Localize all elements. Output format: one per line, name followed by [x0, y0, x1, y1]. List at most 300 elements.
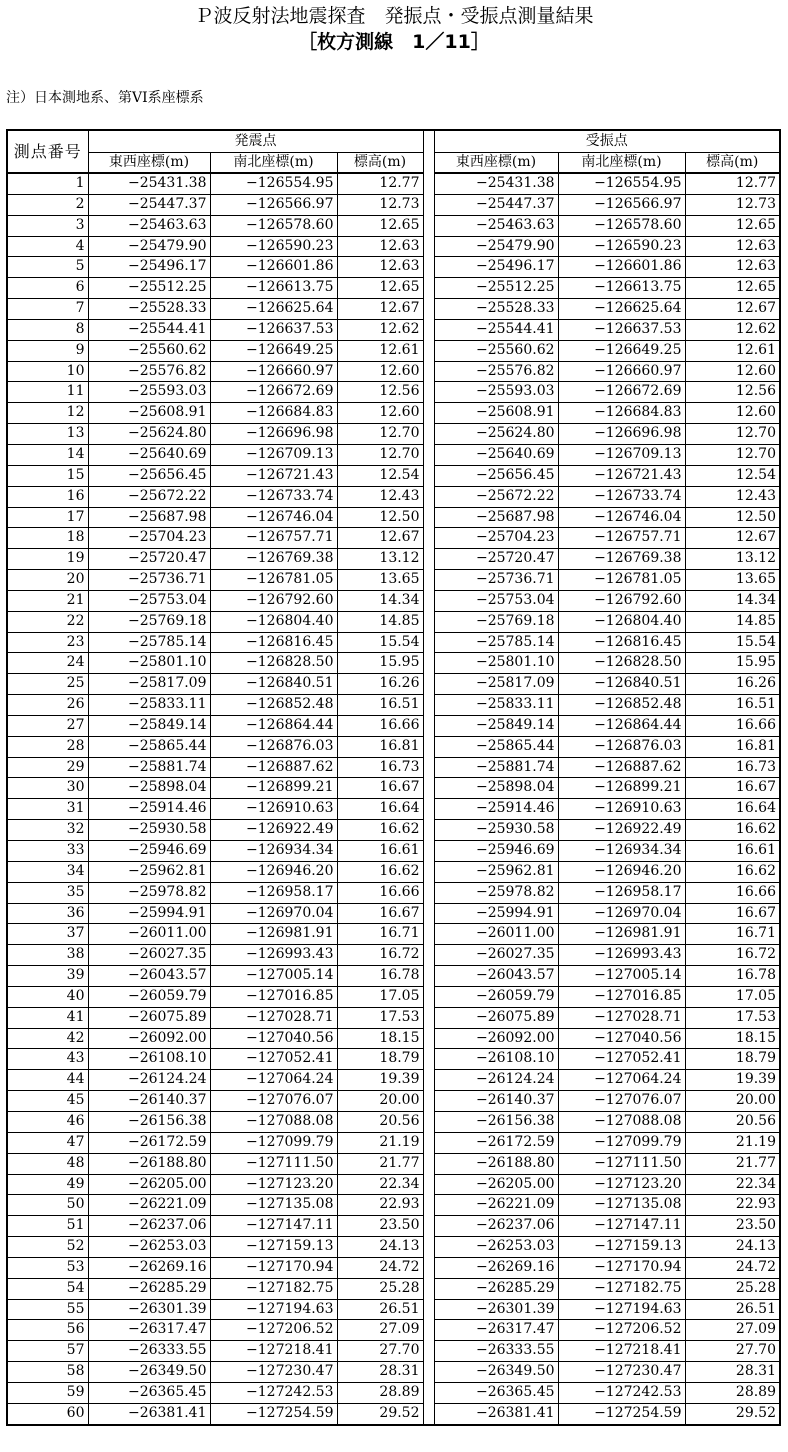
receiver-east-cell: −26333.55 [434, 1341, 558, 1362]
receiver-elevation-cell: 12.50 [685, 507, 780, 528]
table-row [7, 257, 780, 278]
column-divider [423, 861, 434, 882]
shot-east-cell: −25512.25 [88, 278, 210, 299]
receiver-elevation-cell: 12.43 [685, 486, 780, 507]
shot-north-cell: −127206.52 [210, 1320, 337, 1341]
receiver-elevation-cell: 16.78 [685, 966, 780, 987]
column-divider [423, 570, 434, 591]
receiver-elevation-cell: 22.34 [685, 1174, 780, 1195]
shot-elevation-cell: 12.65 [337, 278, 423, 299]
shot-elevation-cell: 17.05 [337, 986, 423, 1007]
receiver-north-cell: −126804.40 [558, 611, 685, 632]
receiver-elevation-cell: 19.39 [685, 1070, 780, 1091]
receiver-north-cell: −126590.23 [558, 236, 685, 257]
receiver-east-cell: −26349.50 [434, 1362, 558, 1383]
station-number-cell: 28 [7, 736, 88, 757]
shot-east-cell: −26365.45 [88, 1382, 210, 1403]
shot-north-cell: −127111.50 [210, 1153, 337, 1174]
receiver-elevation-cell: 12.67 [685, 299, 780, 320]
table-row [7, 528, 780, 549]
receiver-east-cell: −26108.10 [434, 1049, 558, 1070]
station-number-cell: 29 [7, 757, 88, 778]
column-divider [423, 1007, 434, 1028]
receiver-north-cell: −127099.79 [558, 1132, 685, 1153]
column-divider [423, 1153, 434, 1174]
table-row [7, 695, 780, 716]
shot-east-cell: −26317.47 [88, 1320, 210, 1341]
receiver-east-cell: −26381.41 [434, 1403, 558, 1424]
receiver-east-cell: −25656.45 [434, 465, 558, 486]
shot-north-cell: −126660.97 [210, 361, 337, 382]
receiver-east-cell: −25817.09 [434, 674, 558, 695]
station-number-cell: 17 [7, 507, 88, 528]
shot-north-cell: −126792.60 [210, 590, 337, 611]
receiver-east-cell: −25528.33 [434, 299, 558, 320]
receiver-elevation-cell: 12.63 [685, 257, 780, 278]
shot-north-cell: −126721.43 [210, 465, 337, 486]
table-row [7, 736, 780, 757]
station-number-cell: 55 [7, 1299, 88, 1320]
station-number-cell: 13 [7, 424, 88, 445]
shot-east-cell: −26285.29 [88, 1278, 210, 1299]
table-row [7, 674, 780, 695]
table-row [7, 1257, 780, 1278]
receiver-elevation-cell: 13.12 [685, 549, 780, 570]
column-divider [423, 424, 434, 445]
table-row [7, 1403, 780, 1424]
station-number-cell: 6 [7, 278, 88, 299]
shot-east-cell: −25865.44 [88, 736, 210, 757]
column-divider [423, 736, 434, 757]
table-row [7, 1341, 780, 1362]
receiver-elevation-cell: 12.62 [685, 319, 780, 340]
receiver-north-cell: −127170.94 [558, 1257, 685, 1278]
station-number-cell: 2 [7, 194, 88, 215]
column-divider [423, 674, 434, 695]
shot-elevation-cell: 12.61 [337, 340, 423, 361]
column-divider [423, 653, 434, 674]
receiver-north-header: 南北座標(m) [558, 153, 685, 174]
table-row [7, 1299, 780, 1320]
receiver-east-cell: −25962.81 [434, 861, 558, 882]
receiver-east-cell: −25576.82 [434, 361, 558, 382]
table-row [7, 340, 780, 361]
shot-elevation-cell: 13.12 [337, 549, 423, 570]
station-number-cell: 15 [7, 465, 88, 486]
column-divider [423, 1195, 434, 1216]
receiver-elevation-cell: 20.00 [685, 1091, 780, 1112]
station-number-cell: 9 [7, 340, 88, 361]
shot-east-cell: −26075.89 [88, 1007, 210, 1028]
receiver-elevation-cell: 16.61 [685, 841, 780, 862]
receiver-elevation-cell: 21.77 [685, 1153, 780, 1174]
table-row [7, 1070, 780, 1091]
receiver-elevation-cell: 16.67 [685, 778, 780, 799]
shot-point-header: 発震点 [88, 130, 423, 153]
receiver-north-cell: −126970.04 [558, 903, 685, 924]
column-divider [423, 1070, 434, 1091]
table-row [7, 611, 780, 632]
station-number-cell: 1 [7, 173, 88, 194]
station-number-cell: 49 [7, 1174, 88, 1195]
column-divider [423, 945, 434, 966]
receiver-east-cell: −25914.46 [434, 799, 558, 820]
shot-north-cell: −127147.11 [210, 1216, 337, 1237]
shot-elevation-cell: 12.60 [337, 361, 423, 382]
table-row [7, 549, 780, 570]
shot-east-cell: −25833.11 [88, 695, 210, 716]
table-row [7, 236, 780, 257]
receiver-east-header: 東西座標(m) [434, 153, 558, 174]
receiver-elevation-cell: 17.05 [685, 986, 780, 1007]
shot-elevation-cell: 22.93 [337, 1195, 423, 1216]
column-divider [423, 1111, 434, 1132]
receiver-elevation-cell: 20.56 [685, 1111, 780, 1132]
shot-north-cell: −126696.98 [210, 424, 337, 445]
shot-east-cell: −25463.63 [88, 215, 210, 236]
table-row [7, 861, 780, 882]
column-divider [423, 1403, 434, 1424]
shot-east-cell: −26027.35 [88, 945, 210, 966]
receiver-north-cell: −126934.34 [558, 841, 685, 862]
receiver-elevation-cell: 17.53 [685, 1007, 780, 1028]
receiver-north-cell: −126578.60 [558, 215, 685, 236]
page-subtitle: ［枚方測線 1／11］ [298, 31, 490, 53]
shot-elevation-cell: 12.65 [337, 215, 423, 236]
shot-north-cell: −127230.47 [210, 1362, 337, 1383]
station-number-cell: 8 [7, 319, 88, 340]
station-number-cell: 60 [7, 1403, 88, 1424]
shot-north-cell: −127005.14 [210, 966, 337, 987]
station-number-cell: 34 [7, 861, 88, 882]
shot-east-cell: −25801.10 [88, 653, 210, 674]
receiver-east-cell: −26285.29 [434, 1278, 558, 1299]
receiver-north-cell: −126840.51 [558, 674, 685, 695]
receiver-north-cell: −127254.59 [558, 1403, 685, 1424]
shot-east-cell: −25962.81 [88, 861, 210, 882]
receiver-north-cell: −126649.25 [558, 340, 685, 361]
station-number-cell: 26 [7, 695, 88, 716]
station-number-cell: 41 [7, 1007, 88, 1028]
column-divider [423, 299, 434, 320]
shot-north-cell: −127135.08 [210, 1195, 337, 1216]
column-divider [423, 1362, 434, 1383]
shot-east-cell: −25914.46 [88, 799, 210, 820]
receiver-east-cell: −26156.38 [434, 1111, 558, 1132]
receiver-north-cell: −126792.60 [558, 590, 685, 611]
receiver-elevation-cell: 28.89 [685, 1382, 780, 1403]
receiver-east-cell: −25930.58 [434, 820, 558, 841]
table-row [7, 820, 780, 841]
station-number-cell: 40 [7, 986, 88, 1007]
shot-elevation-cell: 20.00 [337, 1091, 423, 1112]
receiver-north-cell: −126660.97 [558, 361, 685, 382]
shot-north-cell: −127170.94 [210, 1257, 337, 1278]
table-row [7, 215, 780, 236]
column-divider [423, 1028, 434, 1049]
table-row [7, 403, 780, 424]
shot-east-cell: −25528.33 [88, 299, 210, 320]
column-divider [423, 465, 434, 486]
receiver-east-cell: −25881.74 [434, 757, 558, 778]
shot-east-cell: −25608.91 [88, 403, 210, 424]
receiver-east-cell: −25753.04 [434, 590, 558, 611]
column-divider [423, 632, 434, 653]
receiver-east-cell: −26172.59 [434, 1132, 558, 1153]
station-number-header: 測点番号 [7, 130, 88, 173]
receiver-east-cell: −26365.45 [434, 1382, 558, 1403]
shot-east-cell: −26253.03 [88, 1237, 210, 1258]
station-number-cell: 50 [7, 1195, 88, 1216]
shot-east-cell: −25479.90 [88, 236, 210, 257]
receiver-north-cell: −127064.24 [558, 1070, 685, 1091]
shot-elevation-cell: 16.73 [337, 757, 423, 778]
shot-east-cell: −25785.14 [88, 632, 210, 653]
shot-north-cell: −126684.83 [210, 403, 337, 424]
receiver-east-cell: −25946.69 [434, 841, 558, 862]
column-divider [423, 257, 434, 278]
shot-elevation-cell: 19.39 [337, 1070, 423, 1091]
shot-east-cell: −25849.14 [88, 715, 210, 736]
receiver-north-cell: −126613.75 [558, 278, 685, 299]
shot-east-cell: −25640.69 [88, 444, 210, 465]
receiver-north-cell: −126981.91 [558, 924, 685, 945]
receiver-elevation-cell: 12.65 [685, 278, 780, 299]
shot-elevation-cell: 22.34 [337, 1174, 423, 1195]
station-number-cell: 57 [7, 1341, 88, 1362]
receiver-north-cell: −126958.17 [558, 882, 685, 903]
receiver-east-cell: −25687.98 [434, 507, 558, 528]
table-row [7, 1237, 780, 1258]
shot-elevation-cell: 16.81 [337, 736, 423, 757]
shot-elevation-cell: 14.85 [337, 611, 423, 632]
column-divider [423, 361, 434, 382]
column-divider [423, 820, 434, 841]
shot-north-cell: −126804.40 [210, 611, 337, 632]
table-row [7, 1028, 780, 1049]
column-divider [423, 194, 434, 215]
station-number-cell: 11 [7, 382, 88, 403]
receiver-east-cell: −26011.00 [434, 924, 558, 945]
receiver-elevation-cell: 21.19 [685, 1132, 780, 1153]
shot-north-cell: −127028.71 [210, 1007, 337, 1028]
shot-north-cell: −126554.95 [210, 173, 337, 194]
receiver-north-cell: −126887.62 [558, 757, 685, 778]
shot-east-cell: −25817.09 [88, 674, 210, 695]
receiver-east-cell: −26075.89 [434, 1007, 558, 1028]
shot-north-cell: −126852.48 [210, 695, 337, 716]
column-divider [423, 611, 434, 632]
shot-elevation-cell: 16.61 [337, 841, 423, 862]
shot-elevation-cell: 16.51 [337, 695, 423, 716]
table-row [7, 319, 780, 340]
column-divider [423, 1299, 434, 1320]
receiver-north-cell: −126769.38 [558, 549, 685, 570]
receiver-elevation-cell: 15.54 [685, 632, 780, 653]
shot-east-cell: −25560.62 [88, 340, 210, 361]
receiver-north-cell: −126672.69 [558, 382, 685, 403]
station-number-cell: 51 [7, 1216, 88, 1237]
receiver-elevation-cell: 16.51 [685, 695, 780, 716]
shot-elevation-cell: 18.15 [337, 1028, 423, 1049]
table-row [7, 882, 780, 903]
shot-east-cell: −26221.09 [88, 1195, 210, 1216]
table-row [7, 1111, 780, 1132]
receiver-east-cell: −26124.24 [434, 1070, 558, 1091]
shot-elevation-cell: 16.62 [337, 861, 423, 882]
station-number-cell: 43 [7, 1049, 88, 1070]
shot-elevation-cell: 12.73 [337, 194, 423, 215]
shot-elevation-cell: 14.34 [337, 590, 423, 611]
receiver-north-cell: −126946.20 [558, 861, 685, 882]
receiver-elevation-cell: 12.67 [685, 528, 780, 549]
shot-elevation-cell: 27.09 [337, 1320, 423, 1341]
column-divider [423, 403, 434, 424]
column-divider [423, 173, 434, 194]
receiver-east-cell: −25994.91 [434, 903, 558, 924]
shot-north-cell: −126876.03 [210, 736, 337, 757]
receiver-north-cell: −126746.04 [558, 507, 685, 528]
shot-north-cell: −126946.20 [210, 861, 337, 882]
station-number-cell: 20 [7, 570, 88, 591]
receiver-east-cell: −26301.39 [434, 1299, 558, 1320]
receiver-north-cell: −126757.71 [558, 528, 685, 549]
table-row [7, 382, 780, 403]
receiver-elevation-cell: 16.72 [685, 945, 780, 966]
column-divider [423, 215, 434, 236]
receiver-elevation-cell: 18.15 [685, 1028, 780, 1049]
receiver-east-cell: −25640.69 [434, 444, 558, 465]
shot-north-cell: −126590.23 [210, 236, 337, 257]
station-number-cell: 3 [7, 215, 88, 236]
table-row [7, 1362, 780, 1383]
column-divider [423, 841, 434, 862]
receiver-east-cell: −25593.03 [434, 382, 558, 403]
table-row [7, 1278, 780, 1299]
table-row [7, 173, 780, 194]
receiver-elevation-cell: 27.09 [685, 1320, 780, 1341]
column-divider [423, 486, 434, 507]
shot-east-cell: −26124.24 [88, 1070, 210, 1091]
shot-north-cell: −127088.08 [210, 1111, 337, 1132]
receiver-north-cell: −126852.48 [558, 695, 685, 716]
table-row [7, 570, 780, 591]
receiver-east-cell: −26092.00 [434, 1028, 558, 1049]
table-row [7, 924, 780, 945]
receiver-east-cell: −25736.71 [434, 570, 558, 591]
shot-east-cell: −26140.37 [88, 1091, 210, 1112]
column-divider [423, 549, 434, 570]
station-number-cell: 59 [7, 1382, 88, 1403]
receiver-east-cell: −26253.03 [434, 1237, 558, 1258]
station-number-cell: 58 [7, 1362, 88, 1383]
shot-east-cell: −26349.50 [88, 1362, 210, 1383]
shot-north-cell: −127064.24 [210, 1070, 337, 1091]
shot-east-cell: −26237.06 [88, 1216, 210, 1237]
shot-east-cell: −25978.82 [88, 882, 210, 903]
column-divider [423, 715, 434, 736]
station-number-cell: 14 [7, 444, 88, 465]
shot-north-cell: −127016.85 [210, 986, 337, 1007]
shot-east-cell: −25624.80 [88, 424, 210, 445]
receiver-north-cell: −126899.21 [558, 778, 685, 799]
receiver-elevation-cell: 12.63 [685, 236, 780, 257]
column-divider [423, 1174, 434, 1195]
station-number-cell: 56 [7, 1320, 88, 1341]
shot-elevation-cell: 16.78 [337, 966, 423, 987]
table-row [7, 799, 780, 820]
shot-east-cell: −25496.17 [88, 257, 210, 278]
receiver-elevation-cell: 23.50 [685, 1216, 780, 1237]
shot-north-cell: −127254.59 [210, 1403, 337, 1424]
receiver-north-cell: −127076.07 [558, 1091, 685, 1112]
receiver-north-cell: −126733.74 [558, 486, 685, 507]
receiver-east-cell: −26043.57 [434, 966, 558, 987]
receiver-east-cell: −25624.80 [434, 424, 558, 445]
table-row [7, 1132, 780, 1153]
receiver-east-cell: −26140.37 [434, 1091, 558, 1112]
shot-east-cell: −26059.79 [88, 986, 210, 1007]
table-row [7, 841, 780, 862]
receiver-elevation-cell: 27.70 [685, 1341, 780, 1362]
receiver-east-cell: −25785.14 [434, 632, 558, 653]
shot-north-cell: −126910.63 [210, 799, 337, 820]
column-divider [423, 757, 434, 778]
table-row [7, 966, 780, 987]
shot-elevation-cell: 28.31 [337, 1362, 423, 1383]
shot-elevation-cell: 28.89 [337, 1382, 423, 1403]
shot-elevation-cell: 12.63 [337, 236, 423, 257]
shot-east-cell: −25881.74 [88, 757, 210, 778]
shot-east-cell: −26043.57 [88, 966, 210, 987]
shot-east-cell: −25753.04 [88, 590, 210, 611]
station-number-cell: 4 [7, 236, 88, 257]
table-row [7, 945, 780, 966]
receiver-elevation-cell: 18.79 [685, 1049, 780, 1070]
shot-east-cell: −25930.58 [88, 820, 210, 841]
table-row [7, 444, 780, 465]
receiver-north-cell: −126864.44 [558, 715, 685, 736]
receiver-elevation-cell: 14.34 [685, 590, 780, 611]
shot-north-cell: −126746.04 [210, 507, 337, 528]
receiver-east-cell: −26027.35 [434, 945, 558, 966]
shot-elevation-cell: 16.67 [337, 778, 423, 799]
receiver-elevation-cell: 22.93 [685, 1195, 780, 1216]
shot-east-cell: −25769.18 [88, 611, 210, 632]
station-number-cell: 48 [7, 1153, 88, 1174]
receiver-elevation-cell: 12.73 [685, 194, 780, 215]
shot-north-cell: −127040.56 [210, 1028, 337, 1049]
shot-east-cell: −25994.91 [88, 903, 210, 924]
receiver-east-cell: −25463.63 [434, 215, 558, 236]
receiver-elevation-cell: 25.28 [685, 1278, 780, 1299]
shot-east-cell: −26381.41 [88, 1403, 210, 1424]
shot-north-cell: −126672.69 [210, 382, 337, 403]
shot-elevation-cell: 21.77 [337, 1153, 423, 1174]
shot-north-cell: −127194.63 [210, 1299, 337, 1320]
column-divider [423, 695, 434, 716]
station-number-cell: 53 [7, 1257, 88, 1278]
table-row [7, 507, 780, 528]
receiver-north-cell: −127005.14 [558, 966, 685, 987]
shot-elevation-cell: 25.28 [337, 1278, 423, 1299]
receiver-elevation-cell: 12.70 [685, 444, 780, 465]
shot-north-cell: −127123.20 [210, 1174, 337, 1195]
station-number-cell: 18 [7, 528, 88, 549]
shot-elevation-cell: 23.50 [337, 1216, 423, 1237]
receiver-north-cell: −126684.83 [558, 403, 685, 424]
shot-north-cell: −126578.60 [210, 215, 337, 236]
